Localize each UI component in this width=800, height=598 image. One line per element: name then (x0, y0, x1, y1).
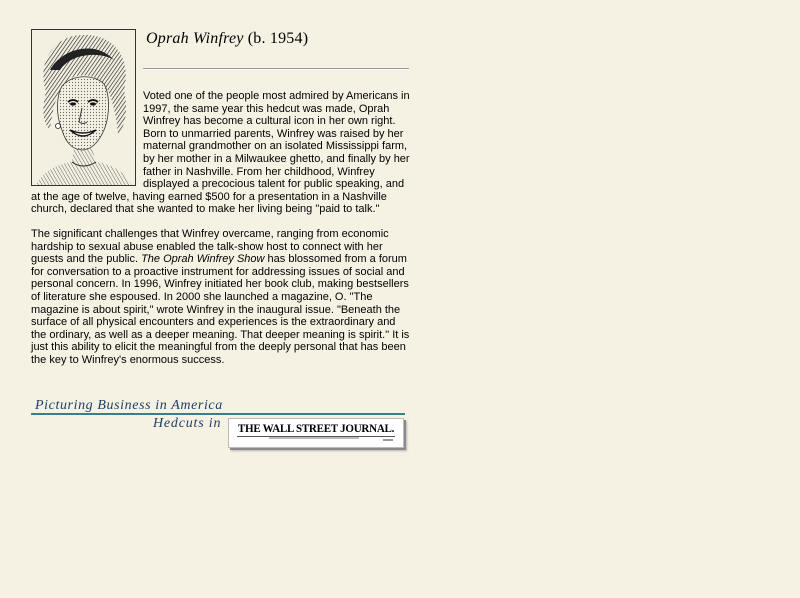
show-title: The Oprah Winfrey Show (141, 253, 265, 266)
paragraph-2-part-1: The significant challenges that Winfrey overcame, ranging from economic hardship to sexual abuse enabled the talk-show host to connect with her guests and the public. (31, 227, 389, 266)
portrait-float-spacer (31, 90, 143, 185)
title-years: (b. 1954) (247, 30, 309, 47)
page-title (146, 30, 308, 48)
biography-paragraph-1: Voted one of the people most admired by Americans in 1997, the same year this hedcut was made, Oprah Winfrey has become a cultural icon in her own right. Born to unmarried parents, Winfrey was raised by her maternal grandmother on an isolated Mississippi farm, by her mother in a Milwaukee ghetto, and finally by her father in Nashville. From her childhood, Winfrey displayed a precocious talent for public speaking, and at the age of twelve, having earned $500 for a presentation in a Nashville church, declared that she wanted to make her living being "paid to talk." (31, 90, 410, 216)
wsj-small-mark (383, 439, 393, 441)
wsj-masthead: THE WALL STREET JOURNAL. (237, 421, 395, 435)
title-divider (143, 68, 409, 70)
footer-banner[interactable] (31, 398, 411, 450)
footer-divider (31, 413, 405, 415)
wsj-logo[interactable] (228, 418, 404, 448)
picturing-business-heading[interactable]: Picturing Business in America (35, 398, 223, 413)
wsj-tagline-mark (269, 437, 359, 439)
hedcuts-in-label: Hedcuts in (153, 416, 222, 431)
biography-text (31, 90, 411, 366)
biography-paragraph-2 (31, 228, 411, 367)
title-name: Oprah Winfrey (146, 30, 244, 47)
paragraph-2-part-2: has blossomed from a forum for conversation to a proactive instrument for addressing issues of social and personal concern. In 1996, Winfrey initiated her book club, making bestsellers of literature she espoused. In 2000 she launched a magazine, O. "The magazine is about spirit," wrote Winfrey in the inaugural issue. "Beneath the surface of all physical encounters and experiences is the extraordinary and the ordinary, as well as a deeper meaning. That deeper meaning is spirit." It is just this ability to elicit the meaningful from the deeply personal that has been the key to Winfrey's enormous success. (31, 253, 410, 366)
